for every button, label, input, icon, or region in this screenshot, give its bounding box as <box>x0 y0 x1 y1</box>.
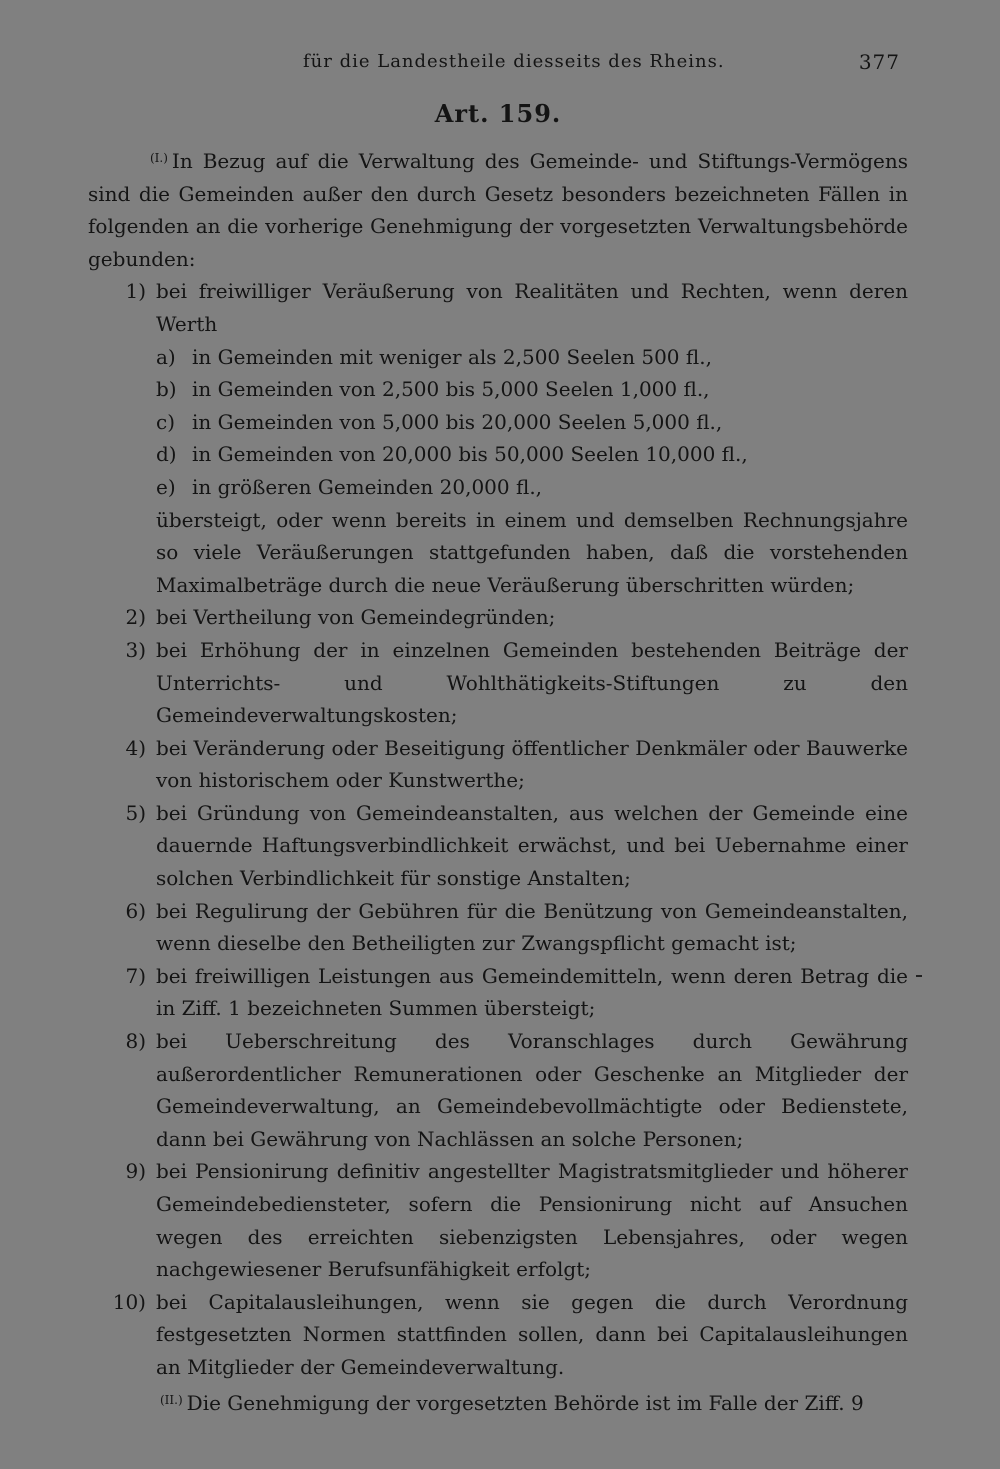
item-text: bei Ueberschreitung des Voranschlages durch Gewährung außerordentlicher Remunerationen oder Geschenke an Mitglieder der Gemeindeverwaltung, an Gemeindebevollmächtigte oder Bedienstete, dann bei Gewährung von Nachlässen an solche Personen; <box>156 1029 908 1151</box>
item-text: bei Pensionirung definitiv angestellter Magistratsmitglieder und höherer Gemeindebediensteter, sofern die Pensionirung nicht auf Ansuchen wegen des erreichten siebenzigsten Lebensjahres, oder wegen nachgewiesener Berufsunfähigkeit erfolgt; <box>156 1159 908 1282</box>
sub-item-letter: a) <box>156 344 176 369</box>
paragraph-2 <box>88 1384 908 1420</box>
sub-item-text: in Gemeinden mit weniger als 2,500 Seelen 500 fl., <box>192 344 712 369</box>
sub-item-letter: b) <box>156 377 177 402</box>
item-continuation: übersteigt, oder wenn bereits in einem und demselben Rechnungsjahre so viele Veräußerungen stattgefunden haben, daß die vorstehenden Maximalbeträge durch die neue Veräußerung überschritten würden; <box>156 507 908 597</box>
list-item <box>88 895 908 960</box>
item-number: 10) <box>112 1289 146 1314</box>
sub-item-letter: e) <box>156 474 176 499</box>
list-item <box>88 732 908 797</box>
sub-list-item <box>156 406 908 439</box>
sub-list-item <box>156 373 908 406</box>
item-text: bei Capitalausleihungen, wenn sie gegen die durch Verordnung festgesetzten Normen stattfinden sollen, dann bei Capitalausleihungen an Mitglieder der Gemeindeverwaltung. <box>156 1289 908 1379</box>
item-text: bei Regulirung der Gebühren für die Benützung von Gemeindeanstalten, wenn dieselbe den Betheiligten zur Zwangspflicht gemacht ist; <box>156 898 908 956</box>
article-heading: Art. 159. <box>434 99 562 128</box>
item-number: 4) <box>125 735 146 760</box>
running-head <box>88 46 908 76</box>
list-item <box>88 1155 908 1285</box>
item-number: 8) <box>125 1029 146 1054</box>
item-text: bei freiwilliger Veräußerung von Realitäten und Rechten, wenn deren Werth <box>156 279 908 336</box>
sub-list-item <box>156 341 908 374</box>
item-text: bei Erhöhung der in einzelnen Gemeinden bestehenden Beiträge der Unterrichts- und Wohlthätigkeits-Stiftungen zu den Gemeindeverwaltungskosten; <box>156 637 908 728</box>
list-item <box>88 1025 908 1155</box>
list-item <box>88 275 908 601</box>
sub-item-letter: d) <box>156 442 177 467</box>
item-text: bei Gründung von Gemeindeanstalten, aus welchen der Gemeinde eine dauernde Haftungsverbindlichkeit erwächst, und bei Uebernahme einer solchen Verbindlichkeit für sonstige Anstalten; <box>156 800 908 891</box>
paragraph-text: In Bezug auf die Verwaltung des Gemeinde- und Stiftungs-Vermögens sind die Gemeinden außer den durch Gesetz besonders bezeichneten Fällen in folgenden an die vorherige Genehmigung der vorgesetzten Verwaltungsbehörde gebunden: <box>88 149 908 271</box>
sub-item-text: in Gemeinden von 2,500 bis 5,000 Seelen 1,000 fl., <box>192 377 710 402</box>
list-item <box>88 601 908 634</box>
sub-item-letter: c) <box>156 409 176 434</box>
article-body <box>88 142 908 1419</box>
list-item <box>88 1286 908 1384</box>
list-item <box>88 797 908 895</box>
paragraph-marker: (I.) <box>150 151 168 165</box>
page-number: 377 <box>858 50 900 74</box>
item-number: 1) <box>125 279 146 304</box>
numbered-list <box>88 275 908 1383</box>
item-number: 9) <box>125 1159 146 1184</box>
sub-item-text: in größeren Gemeinden 20,000 fl., <box>192 474 543 499</box>
sub-list-item <box>156 438 908 471</box>
paragraph-1 <box>88 142 908 275</box>
item-number: 2) <box>125 605 146 630</box>
item-text: bei freiwilligen Leistungen aus Gemeindemitteln, wenn deren Betrag die in Ziff. 1 bezeichneten Summen übersteigt; <box>156 963 908 1021</box>
sub-list <box>156 341 908 504</box>
list-item <box>88 634 908 732</box>
sub-item-text: in Gemeinden von 5,000 bis 20,000 Seelen 5,000 fl., <box>192 409 723 434</box>
sub-item-text: in Gemeinden von 20,000 bis 50,000 Seelen 10,000 fl., <box>192 442 748 467</box>
running-head-title: für die Landestheile diesseits des Rheins. <box>303 51 725 72</box>
item-number: 3) <box>125 637 146 662</box>
paragraph-marker: (II.) <box>160 1392 183 1407</box>
sub-list-item <box>156 471 908 504</box>
item-text: bei Veränderung oder Beseitigung öffentlicher Denkmäler oder Bauwerke von historischem oder Kunstwerthe; <box>156 735 908 793</box>
item-number: 5) <box>125 800 146 825</box>
item-number: 7) <box>125 963 146 988</box>
item-number: 6) <box>125 898 146 923</box>
margin-mark <box>916 975 922 977</box>
list-item <box>88 960 908 1025</box>
item-text: bei Vertheilung von Gemeindegründen; <box>156 605 556 630</box>
paragraph-text: Die Genehmigung der vorgesetzten Behörde ist im Falle der Ziff. 9 <box>186 1390 864 1415</box>
